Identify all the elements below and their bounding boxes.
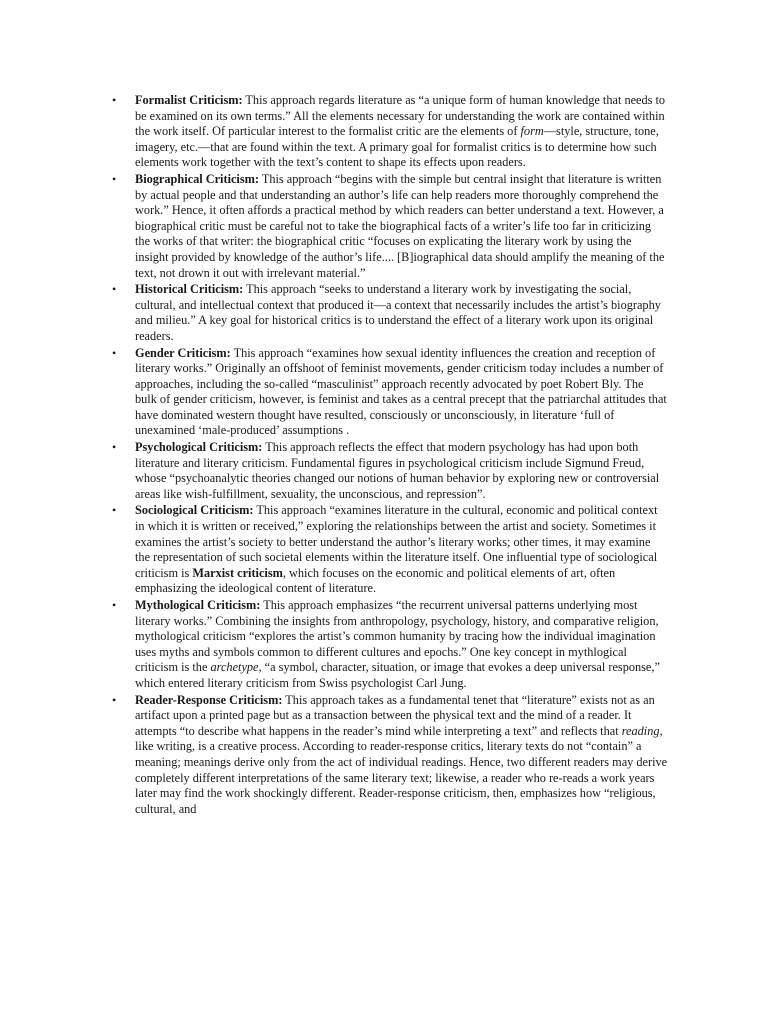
bullet-icon: • [112,345,117,360]
body-text: This approach “seeks to understand a literary work by investigating the social, cultural, and intellectual context that produced it—a context that necessarily includes the artist’s biography and milieu.” A key goal for historical critics is to understand the effect of a literary work upon its original readers. [135,282,661,343]
list-item [0,93,768,171]
item-title: Gender Criticism: [135,345,231,360]
body-text: This approach “examines literature in the cultural, economic and political context in which it is written or received,” exploring the relationships between the artist and society. Sometimes it examines the artist’s society to better understand the author’s literary works; other times, it may examine the representation of such societal elements within the literature itself. One influential type of sociological criticism is [135,503,658,580]
bold-term: Marxist criticism [192,565,283,580]
bullet-icon: • [112,171,117,186]
item-title: Reader-Response Criticism: [135,692,283,707]
body-text: This approach reflects the effect that modern psychology has had upon both literature and literary criticism. Fundamental figures in psychological criticism include Sigmund Freud, whose “psychoanalytic theories changed our notions of human behavior by exploring new or controversial areas like wish-fulfillment, sexuality, the unconscious, and repression”. [135,440,660,501]
bullet-icon: • [112,503,117,518]
body-text: This approach emphasizes “the recurrent universal patterns underlying most literary works.” Combining the insights from anthropology, psychology, history, and comparative religion, mythological criticism “explores the artist’s common humanity by tracing how the individual imagination uses myths and symbols common to different cultures and epochs.” One key concept in mythlogical criticism is the [135,598,659,675]
item-title: Mythological Criticism: [135,598,261,612]
body-text: , “a symbol, character, situation, or image that evokes a deep universal response,” which entered literary criticism from Swiss psychologist Carl Jung. [135,660,660,690]
body-text: This approach regards literature as “a unique form of human knowledge that needs to be examined on its own terms.” All the elements necessary for understanding the work are contained within the work itself. Of particular interest to the formalist critic are the elements of [135,93,666,139]
body-text: , which focuses on the economic and political elements of art, often emphasizing the ideological content of literature. [135,565,616,596]
body-text: This approach “begins with the simple but central insight that literature is written by actual people and that understanding an author’s life can help readers more thoroughly comprehend the work.” Hence, it often affords a practical method by which readers can better understand a text. However, a biographical critic must be careful not to take the biographical facts of a writer’s life too far in criticizing the works of that writer: the biographical critic “focuses on explicating the literary work by using the insight provided by knowledge of the author’s life.... [B]iographical data should amplify the meaning of the text, not drown it out with irrelevant material.” [135,171,665,280]
list-item [0,440,768,502]
bullet-icon: • [112,93,117,107]
body-text: , like writing, is a creative process. According to reader-response critics, literary texts do not “contain” a meaning; meanings derive only from the act of individual readings. Hence, two different readers may derive completely different interpretations of the same literary text; likewise, a reader who re-reads a work years later may find the work shockingly different. Reader-response criticism, then, emphasizes how “religious, cultural, and [135,723,668,816]
bullet-icon: • [112,440,117,455]
item-title: Biographical Criticism: [135,171,259,186]
italic-term: reading [621,723,660,738]
bullet-icon: • [112,282,117,297]
item-title: Formalist Criticism: [135,93,243,107]
item-title: Psychological Criticism: [135,440,263,455]
list-item [0,693,768,818]
list-item [0,503,768,597]
bullet-icon: • [112,692,117,707]
list-item [0,598,768,692]
bullet-icon: • [112,598,117,612]
criticism-list [0,93,768,818]
item-title: Sociological Criticism: [135,503,254,518]
list-item [0,172,768,281]
item-title: Historical Criticism: [135,282,244,297]
body-text: This approach “examines how sexual identity influences the creation and reception of literary works.” Originally an offshoot of feminist movements, gender criticism today includes a number of approaches, including the so-called “masculinist” approach recently advocated by poet Robert Bly. The bulk of gender criticism, however, is feminist and takes as a central precept that the patriarchal attitudes that have dominated western thought have resulted, consciously or unconsciously, in literature ‘full of unexamined ‘male-produced’ assumptions . [135,345,667,438]
list-item [0,282,768,344]
body-text: This approach takes as a fundamental tenet that “literature” exists not as an artifact upon a printed page but as a transaction between the physical text and the mind of a reader. It attempts “to describe what happens in the reader’s mind while interpreting a text” and reflects that [135,692,655,738]
italic-term: form [520,124,544,139]
italic-term: archetype [210,660,259,675]
list-item [0,346,768,440]
body-text: —style, structure, tone, imagery, etc.—that are found within the text. A primary goal for formalist critics is to determine how such elements work together with the text’s content to shape its effects upon readers. [135,124,659,170]
